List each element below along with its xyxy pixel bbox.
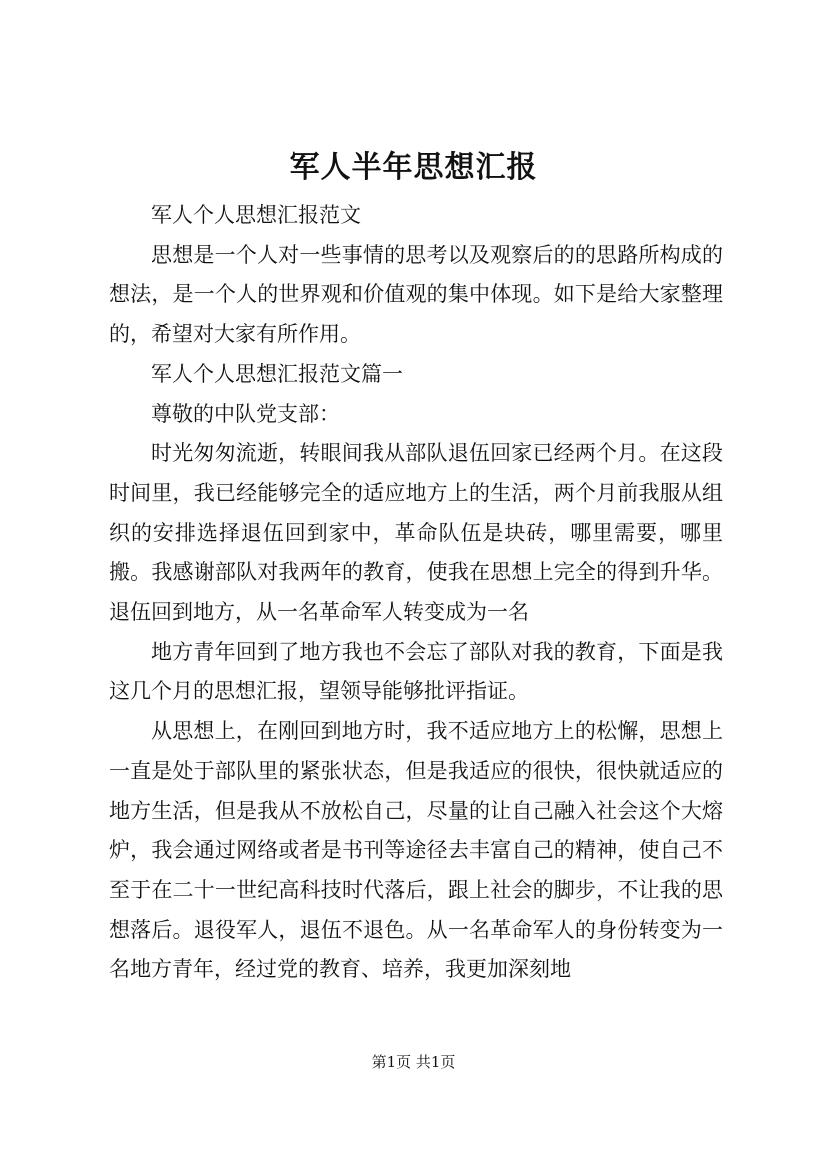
body-paragraph: 思想是一个人对一些事情的思考以及观察后的的思路所构成的想法，是一个人的世界观和价值观的集中体现。如下是给大家整理的，希望对大家有所作用。 [109, 242, 723, 347]
body-paragraph: 军人个人思想汇报范文 [151, 203, 361, 227]
body-paragraph: 地方青年回到了地方我也不会忘了部队对我的教育，下面是我这几个月的思想汇报，望领导能够批评指证。 [109, 639, 723, 704]
body-paragraph: 军人个人思想汇报范文篇一 [151, 361, 403, 386]
body-paragraph: 时光匆匆流逝，转眼间我从部队退伍回家已经两个月。在这段时间里，我已经能够完全的适应地方上的生活，两个月前我服从组织的安排选择退伍回到家中，革命队伍是块砖，哪里需要，哪里搬。我感谢部队对我两年的教育，使我在思想上完全的得到升华。退伍回到地方，从一名革命军人转变成为一名 [109, 441, 723, 625]
body-paragraph: 尊敬的中队党支部： [151, 401, 340, 426]
document-title: 军人半年思想汇报 [289, 150, 538, 185]
page-footer: 第1页 共1页 [371, 1053, 456, 1071]
body-paragraph: 从思想上，在刚回到地方时，我不适应地方上的松懈，思想上一直是处于部队里的紧张状态，但是我适应的很快，很快就适应的地方生活，但是我从不放松自己，尽量的让自己融入社会这个大熔炉，我会通过网络或者是书刊等途径去丰富自己的精神，使自己不至于在二十一世纪高科技时代落后，跟上社会的脚步，不让我的思想落后。退役军人，退伍不退色。从一名革命军人的身份转变为一名地方青年，经过党的教育、培养，我更加深刻地 [109, 719, 723, 982]
document-body [109, 196, 723, 990]
